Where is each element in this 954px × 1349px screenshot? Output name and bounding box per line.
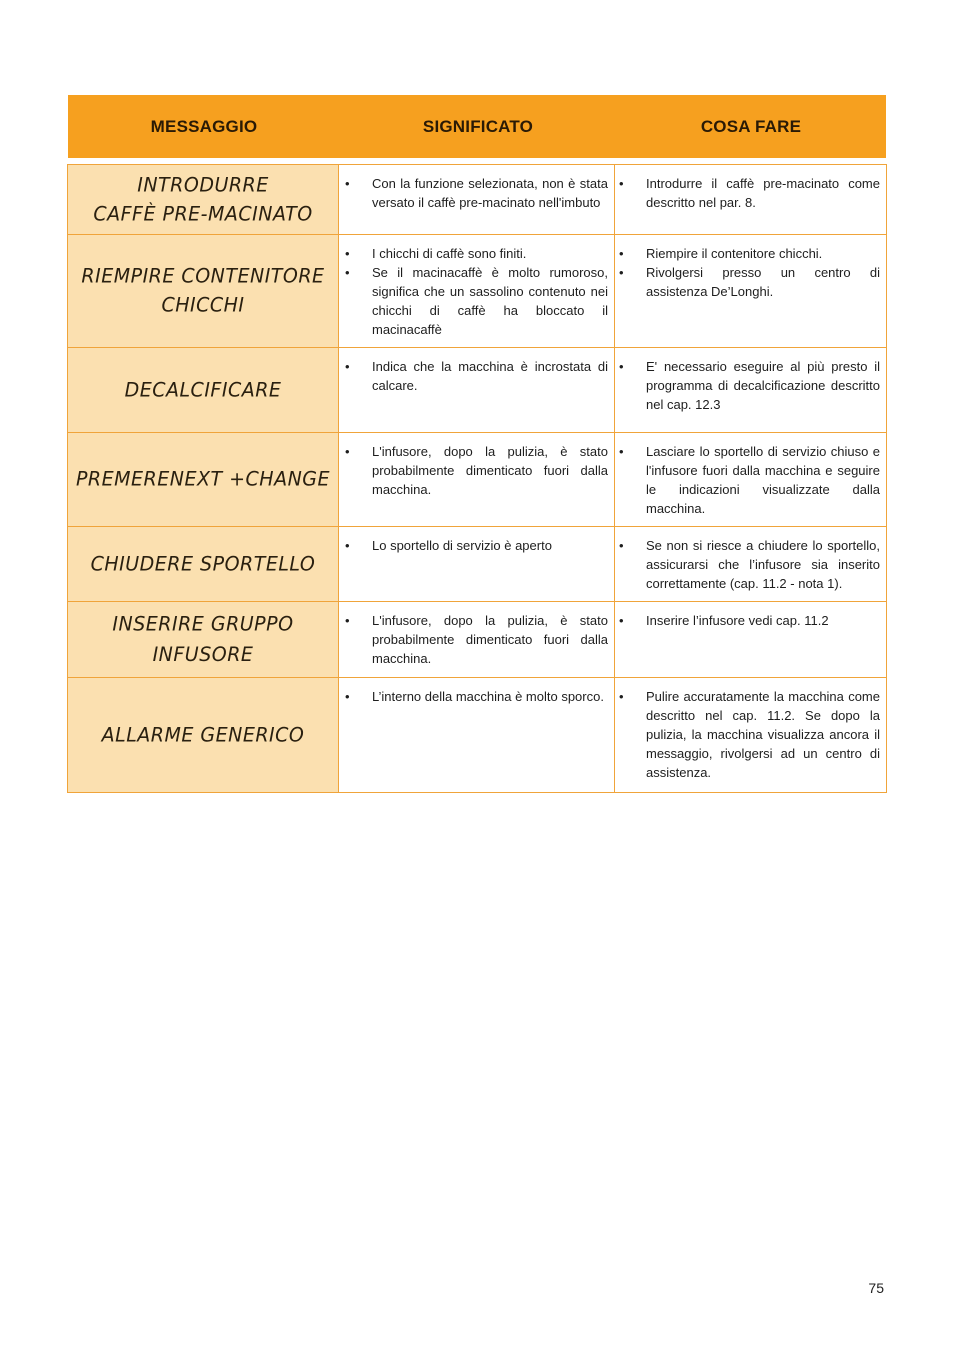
bullet-item: • Inserire l’infusore vedi cap. 11.2 xyxy=(615,611,880,630)
display-message-text: CAFFÈ PRE-MACINATO xyxy=(93,201,313,226)
action-cell xyxy=(615,235,887,348)
display-message-text: INSERIRE GRUPPO INFUSORE xyxy=(112,612,294,666)
bullet-item: • L’interno della macchina è molto sporco. xyxy=(339,687,608,706)
bullet-item: • L'infusore, dopo la pulizia, è stato probabilmente dimenticato fuori dalla macchina. xyxy=(339,442,608,499)
meaning-cell xyxy=(339,235,615,348)
message-cell xyxy=(68,235,339,348)
meaning-cell xyxy=(339,433,615,527)
display-message-text: CHIUDERE SPORTELLO xyxy=(90,551,316,576)
action-cell xyxy=(615,433,887,527)
bullet-item: • I chicchi di caffè sono finiti. xyxy=(339,244,608,263)
table-row xyxy=(68,527,887,602)
table-header xyxy=(68,95,886,158)
bullet-item: • Indica che la macchina è incrostata di calcare. xyxy=(339,357,608,395)
display-message-text: RIEMPIRE CONTENITORE xyxy=(81,264,325,288)
bullet-item: • Se il macinacaffè è molto rumoroso, significa che un sassolino contenuto nei chicchi di caffè ha bloccato il macinacaffè xyxy=(339,263,608,339)
meaning-cell xyxy=(339,678,615,793)
message-cell xyxy=(68,433,339,527)
action-cell xyxy=(615,678,887,793)
bullet-item: • Se non si riesce a chiudere lo sportello, assicurarsi che l’infusore sia inserito correttamente (cap. 11.2 - nota 1). xyxy=(615,536,880,593)
table-row xyxy=(68,165,887,235)
bullet-item: • E' necessario eseguire al più presto il programma di decalcificazione descritto nel cap. 12.3 xyxy=(615,357,880,414)
bullet-item: • Introdurre il caffè pre-macinato come descritto nel par. 8. xyxy=(615,174,880,212)
meaning-cell xyxy=(339,348,615,433)
page-number: 75 xyxy=(868,1280,884,1296)
header-messaggio: MESSAGGIO xyxy=(150,116,258,136)
table-row xyxy=(68,235,887,348)
table-row xyxy=(68,678,887,793)
header-cosa-fare: COSA FARE xyxy=(700,116,802,136)
message-cell xyxy=(68,348,339,433)
bullet-item: • Riempire il contenitore chicchi. xyxy=(615,244,880,263)
bullet-item: • Lo sportello di servizio è aperto xyxy=(339,536,608,555)
message-cell xyxy=(68,678,339,793)
message-cell xyxy=(68,165,339,235)
table-row xyxy=(68,433,887,527)
bullet-item: • Rivolgersi presso un centro di assistenza De’Longhi. xyxy=(615,263,880,301)
action-cell xyxy=(615,165,887,235)
bullet-item: • Con la funzione selezionata, non è stata versato il caffè pre-macinato nell'imbuto xyxy=(339,174,608,212)
display-message-text: PREMERENEXT +CHANGE xyxy=(75,467,331,491)
display-message-text: INTRODURRE xyxy=(137,172,269,197)
message-cell xyxy=(68,602,339,678)
table-row xyxy=(68,348,887,433)
action-cell xyxy=(615,527,887,602)
meaning-cell xyxy=(339,527,615,602)
action-cell xyxy=(615,602,887,678)
bullet-item: • Pulire accuratamente la macchina come descritto nel cap. 11.2. Se dopo la pulizia, la macchina visualizza ancora il messaggio, rivolgersi ad un centro di assistenza. xyxy=(615,687,880,782)
table-row xyxy=(68,602,887,678)
display-message-text: DECALCIFICARE xyxy=(124,377,282,402)
meaning-cell xyxy=(339,602,615,678)
action-cell xyxy=(615,348,887,433)
messages-table xyxy=(67,164,887,793)
display-message-text: ALLARME GENERICO xyxy=(101,722,305,747)
header-significato: SIGNIFICATO xyxy=(422,116,534,136)
bullet-item: • L'infusore, dopo la pulizia, è stato probabilmente dimenticato fuori dalla macchina. xyxy=(339,611,608,668)
display-message-text: CHICCHI xyxy=(161,293,245,317)
meaning-cell xyxy=(339,165,615,235)
bullet-item: • Lasciare lo sportello di servizio chiuso e l'infusore fuori dalla macchina e seguire le indicazioni visualizzate dalla macchina. xyxy=(615,442,880,518)
message-cell xyxy=(68,527,339,602)
